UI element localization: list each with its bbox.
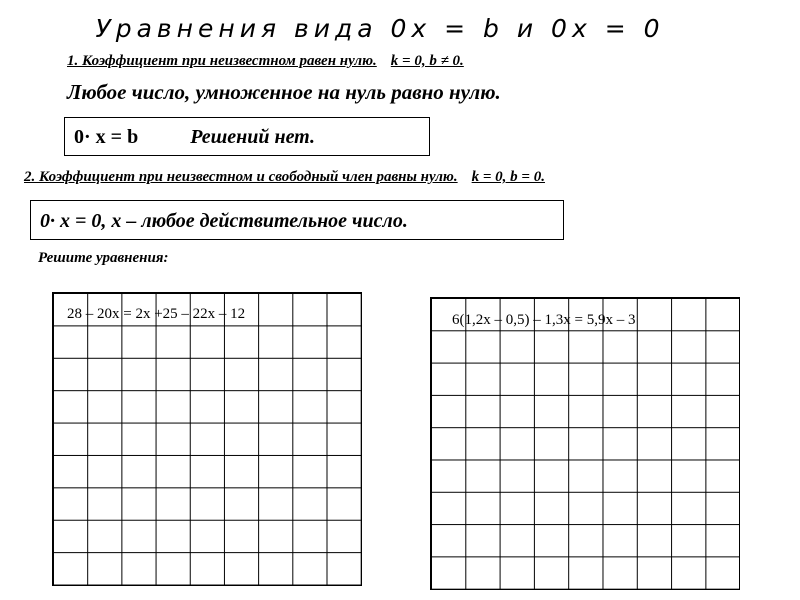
case-2-condition: k = 0, b = 0. [471,169,545,185]
case-1-rule [67,53,464,70]
worksheet-grid-right [430,297,740,590]
case-1-condition: k = 0, b ≠ 0. [390,53,464,69]
case-2-box [30,200,564,240]
case-1-heading: 1. Коэффициент при неизвестном равен нулю. [67,53,377,69]
exercise-equation-1: 28 – 20х = 2х +25 – 22х – 12 [67,306,246,322]
worksheet-grid-left [52,292,362,586]
exercise-prompt: Решите уравнения: [38,250,169,266]
page-title: Уравнения вида 0х = b и 0х = 0 [95,14,665,43]
case-1-box-result: Решений нет. [190,126,315,148]
case-1-fact: Любое число, умноженное на нуль равно нулю. [67,80,501,104]
case-2-heading: 2. Коэффициент при неизвестном и свободный член равны нулю. [24,169,458,185]
case-2-box-text: 0· x = 0, x – любое действительное число. [40,210,408,232]
case-1-box [64,117,430,156]
exercise-equation-2: 6(1,2х – 0,5) – 1,3х = 5,9х – 3 [452,312,636,328]
case-2-rule [24,169,545,186]
case-1-box-equation: 0· x = b [74,126,139,148]
